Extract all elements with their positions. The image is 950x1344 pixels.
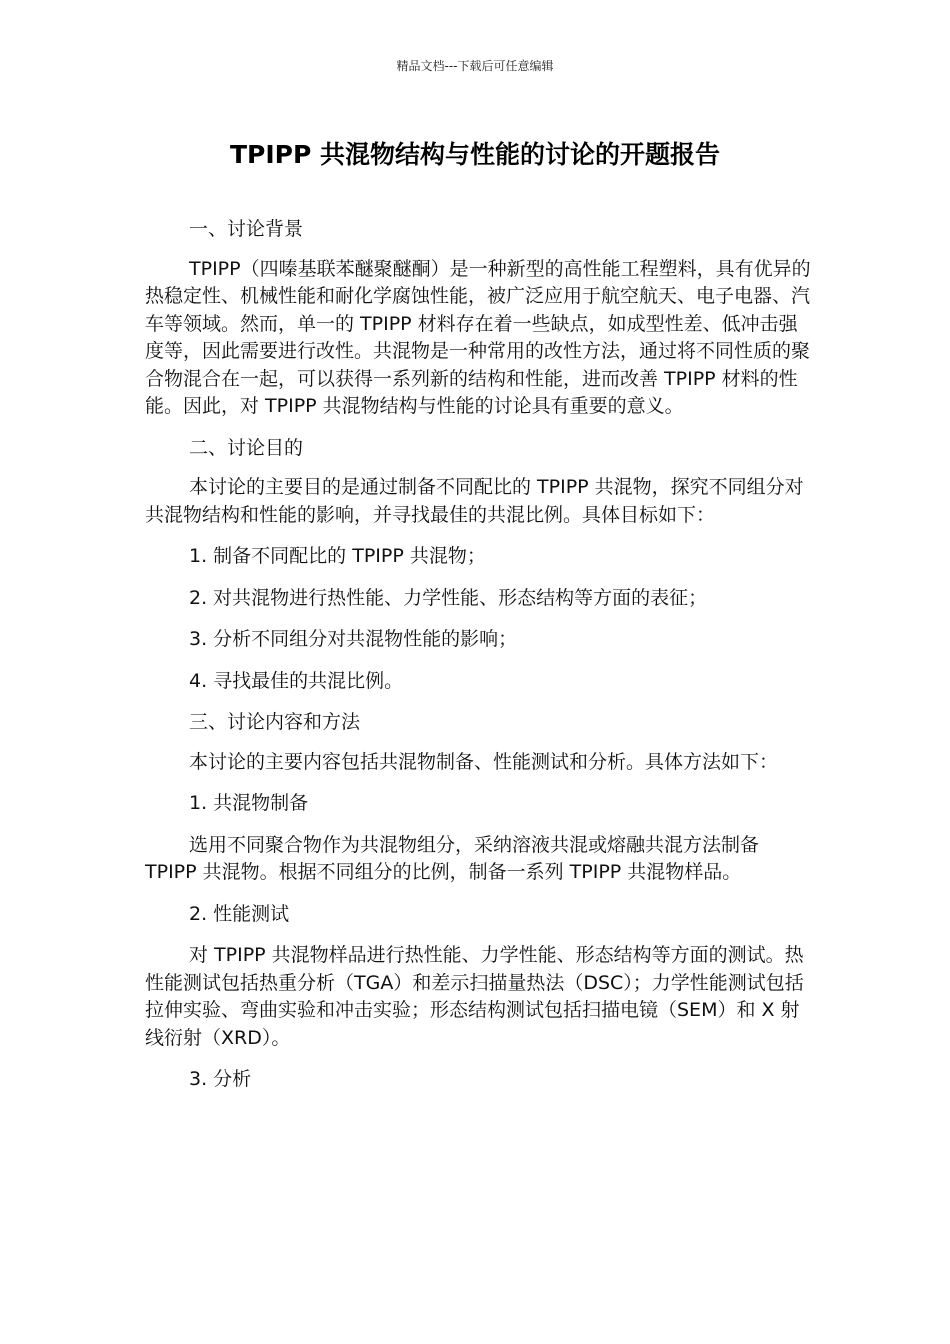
section-heading-purpose: 二、讨论目的 xyxy=(189,436,304,459)
paragraph-preparation: 选用不同聚合物作为共混物组分，采纳溶液共混或熔融共混方法制备 TPIPP 共混物。根据不同组分的比例，制备一系列 TPIPP 共混物样品。 xyxy=(145,833,760,883)
paragraph-background: TPIPP（四嗪基联苯醚聚醚酮）是一种新型的高性能工程塑料，具有优异的热稳定性、机械性能和耐化学腐蚀性能，被广泛应用于航空航天、电子电器、汽车等领域。然而，单一的 TPIPP 材料存在着一些缺点，如成型性差、低冲击强度等，因此需要进行改性。共混物是一种常用的改性方法，通过将不同性质的聚合物混合在一起，可以获得一系列新的结构和性能，进而改善 TPIPP 材料的性能。因此，对 TPIPP 共混物结构与性能的讨论具有重要的意义。 xyxy=(145,257,811,417)
page-header-note: 精品文档---下载后可任意编辑 xyxy=(396,59,554,73)
document-body xyxy=(145,216,815,1108)
section-heading-methods: 三、讨论内容和方法 xyxy=(189,711,361,733)
subheading-preparation: 1. 共混物制备 xyxy=(189,792,309,814)
paragraph-testing: 对 TPIPP 共混物样品进行热性能、力学性能、形态结构等方面的测试。热性能测试包括热重分析（TGA）和差示扫描量热法（DSC）；力学性能测试包括拉伸实验、弯曲实验和冲击实验；形态结构测试包括扫描电镜（SEM）和 X 射线衍射（XRD）。 xyxy=(145,944,804,1049)
subheading-testing: 2. 性能测试 xyxy=(189,902,290,925)
paragraph-methods-intro: 本讨论的主要内容包括共混物制备、性能测试和分析。具体方法如下： xyxy=(189,750,779,773)
paragraph-purpose: 本讨论的主要目的是通过制备不同配比的 TPIPP 共混物，探究不同组分对共混物结构和性能的影响，并寻找最佳的共混比例。具体目标如下： xyxy=(145,476,804,526)
list-item-goal-4: 4. 寻找最佳的共混比例。 xyxy=(189,669,404,692)
subheading-analysis: 3. 分析 xyxy=(189,1068,252,1090)
list-item-goal-1: 1. 制备不同配比的 TPIPP 共混物； xyxy=(189,545,486,567)
list-item-goal-2: 2. 对共混物进行热性能、力学性能、形态结构等方面的表征； xyxy=(189,586,708,609)
list-item-goal-3: 3. 分析不同组分对共混物性能的影响； xyxy=(189,628,518,650)
section-heading-background: 一、讨论背景 xyxy=(189,218,304,240)
document-title: TPIPP 共混物结构与性能的讨论的开题报告 xyxy=(229,140,721,169)
